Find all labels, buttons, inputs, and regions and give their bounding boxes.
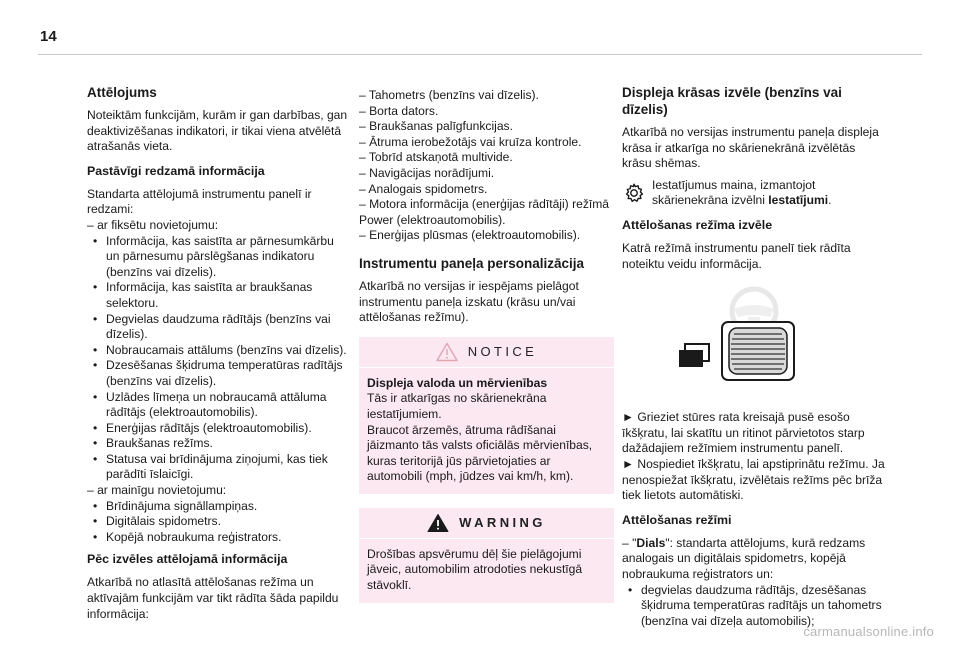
fixed-position-item: – ar fiksētu novietojumu: bbox=[87, 217, 219, 232]
list-item: – Analogais spidometrs. bbox=[359, 181, 488, 196]
optional-info-text: Atkarībā no atlasītā attēlošanas režīma un aktīvajām funkcijām var tikt rādīta šāda papildu informācija: bbox=[87, 575, 339, 621]
column-left bbox=[87, 84, 349, 622]
list-item: • Kopējā nobraukuma reģistrators. bbox=[87, 530, 349, 546]
list-item: • Enerģijas rādītājs (elektroautomobilis). bbox=[87, 421, 349, 437]
heading-personalization: Instrumentu paneļa personalizācija bbox=[359, 255, 585, 271]
list-item: – Tobrīd atskaņotā multivide. bbox=[359, 150, 513, 165]
list-item: – Braukšanas palīgfunkcijas. bbox=[359, 119, 513, 134]
settings-note-end: . bbox=[828, 193, 832, 208]
list-item: – Borta dators. bbox=[359, 103, 439, 118]
list-item: • degvielas daudzuma rādītājs, dzesēšanas šķidruma temperatūras radītājs un tahometrs (benzīna vai dīzeļa automobilis); bbox=[622, 583, 887, 630]
list-item: • Braukšanas režīms. bbox=[87, 436, 349, 452]
warning-header bbox=[359, 508, 614, 539]
personalization-text: Atkarībā no versijas ir iespējams pielāgot instrumentu paneļa izskatu (krāsu un/vai attēlošanas režīmu). bbox=[359, 278, 579, 325]
warning-body bbox=[359, 539, 614, 603]
heading-color-choice: Displeja krāsas izvēle (benzīns vai dīzelis) bbox=[622, 85, 842, 117]
thumbwheel-illustration bbox=[622, 280, 887, 400]
list-item: • Degvielas daudzuma rādītājs (benzīns vai dīzelis). bbox=[87, 312, 349, 343]
mode-dials bbox=[622, 536, 887, 583]
warning-triangle-icon bbox=[427, 513, 449, 533]
page-number: 14 bbox=[40, 28, 57, 45]
settings-note bbox=[622, 178, 887, 209]
settings-note-text bbox=[652, 178, 887, 209]
mode-dials-description: ": standarta attēlojums, kurā redzams analogais un digitālais spidometrs, kopējā nobraukuma reģistrators un: bbox=[622, 535, 866, 581]
warning-box bbox=[359, 508, 614, 603]
list-item: • Informācija, kas saistīta ar pārnesumkārbu un pārnesumu pārslēgšanas indikatoru (benzīns vai dīzelis). bbox=[87, 234, 349, 281]
mode-dials-prefix: – " bbox=[622, 535, 637, 550]
notice-box bbox=[359, 337, 614, 494]
subheading-permanent-info: Pastāvīgi redzamā informācija bbox=[87, 163, 265, 178]
list-item: • Uzlādes līmeņa un nobraucamā attāluma rādītājs (elektroautomobilis). bbox=[87, 390, 349, 421]
subheading-display-modes: Attēlošanas režīmi bbox=[622, 512, 732, 527]
list-item: • Dzesēšanas šķidruma temperatūras radītājs (benzīns vai dīzelis). bbox=[87, 358, 349, 389]
warning-text: Drošības apsvērumu dēļ šie pielāgojumi jāveic, automobilim atrodoties nekustīgā stāvoklī. bbox=[367, 546, 583, 593]
list-item: – Tahometrs (benzīns vai dīzelis). bbox=[359, 88, 539, 102]
mode-choice-text: Katrā režīmā instrumentu panelī tiek rādīta noteiktu veidu informācija. bbox=[622, 240, 851, 271]
notice-bold-heading: Displeja valoda un mērvienības bbox=[367, 375, 548, 390]
notice-title: NOTICE bbox=[467, 343, 538, 359]
notice-body bbox=[359, 368, 614, 494]
settings-menu-name: Iestatījumi bbox=[768, 193, 829, 208]
gear-icon bbox=[622, 181, 646, 205]
notice-text: Tās ir atkarīgas no skārienekrāna iestatījumiem. Braucot ārzemēs, ātruma rādīšanai jāizmanto tās valsts oficiālās mērvienības, kuras teritorijā jūs pārvietojaties ar automobili (mph, jūdzes vai km/h, km). bbox=[367, 391, 593, 484]
list-item: – Enerģijas plūsmas (elektroautomobilis). bbox=[359, 228, 581, 243]
thumbwheel-icon bbox=[720, 320, 796, 382]
list-item: • Brīdinājuma signāllampiņas. bbox=[87, 499, 349, 515]
settings-note-main: Iestatījumus maina, izmantojot skārienekrāna izvēlni bbox=[652, 177, 816, 208]
list-item: • Digitālais spidometrs. bbox=[87, 514, 349, 530]
subheading-optional-info: Pēc izvēles attēlojamā informācija bbox=[87, 552, 288, 567]
notice-header bbox=[359, 337, 614, 368]
dashboard-screen-icon bbox=[677, 342, 711, 370]
column-right bbox=[622, 84, 887, 629]
mode-dials-name: Dials bbox=[636, 535, 666, 550]
step-press-thumbwheel: ► Nospiediet īkšķratu, lai apstiprinātu režīmu. Ja nenospiežat īkšķratu, izvēlētais režīms pēc brīža tiek lietots automātiski. bbox=[622, 456, 885, 503]
heading-attelojums: Attēlojums bbox=[87, 85, 157, 100]
list-item: • Statusa vai brīdinājuma ziņojumi, kas tiek parādīti īslaicīgi. bbox=[87, 452, 349, 483]
list-item: – Ātruma ierobežotājs vai kruīza kontrole. bbox=[359, 134, 582, 149]
warning-title: WARNING bbox=[459, 515, 546, 531]
step-rotate-thumbwheel: ► Grieziet stūres rata kreisajā pusē esošo īkšķratu, lai skatītu un ritinot pārvietotos starp dažādajiem režīmiem instrumentu panelī. bbox=[622, 410, 865, 456]
watermark: carmanualsonline.info bbox=[803, 624, 934, 639]
variable-position-item: – ar mainīgu novietojumu: bbox=[87, 483, 227, 498]
list-item: – Navigācijas norādījumi. bbox=[359, 165, 495, 180]
list-item: • Informācija, kas saistīta ar braukšanas selektoru. bbox=[87, 280, 349, 311]
list-item: • Nobraucamais attālums (benzīns vai dīzelis). bbox=[87, 343, 349, 359]
intro-paragraph: Noteiktām funkcijām, kurām ir gan darbības, gan deaktivizēšanas indikatori, ir tikai viena atvēlētā atrašanās vieta. bbox=[87, 108, 348, 154]
header-divider bbox=[38, 54, 922, 55]
subheading-mode-choice: Attēlošanas režīma izvēle bbox=[622, 217, 773, 232]
standard-display-text: Standarta attēlojumā instrumentu panelī ir redzami: bbox=[87, 186, 312, 217]
notice-triangle-icon bbox=[436, 342, 458, 362]
list-item: – Motora informācija (enerģijas rādītāji) režīmā Power (elektroautomobilis). bbox=[359, 197, 610, 227]
color-choice-text: Atkarībā no versijas instrumentu paneļa displeja krāsa ir atkarīga no skārienekrānā izvēlētās krāsu shēmas. bbox=[622, 125, 879, 171]
column-middle bbox=[359, 88, 614, 617]
